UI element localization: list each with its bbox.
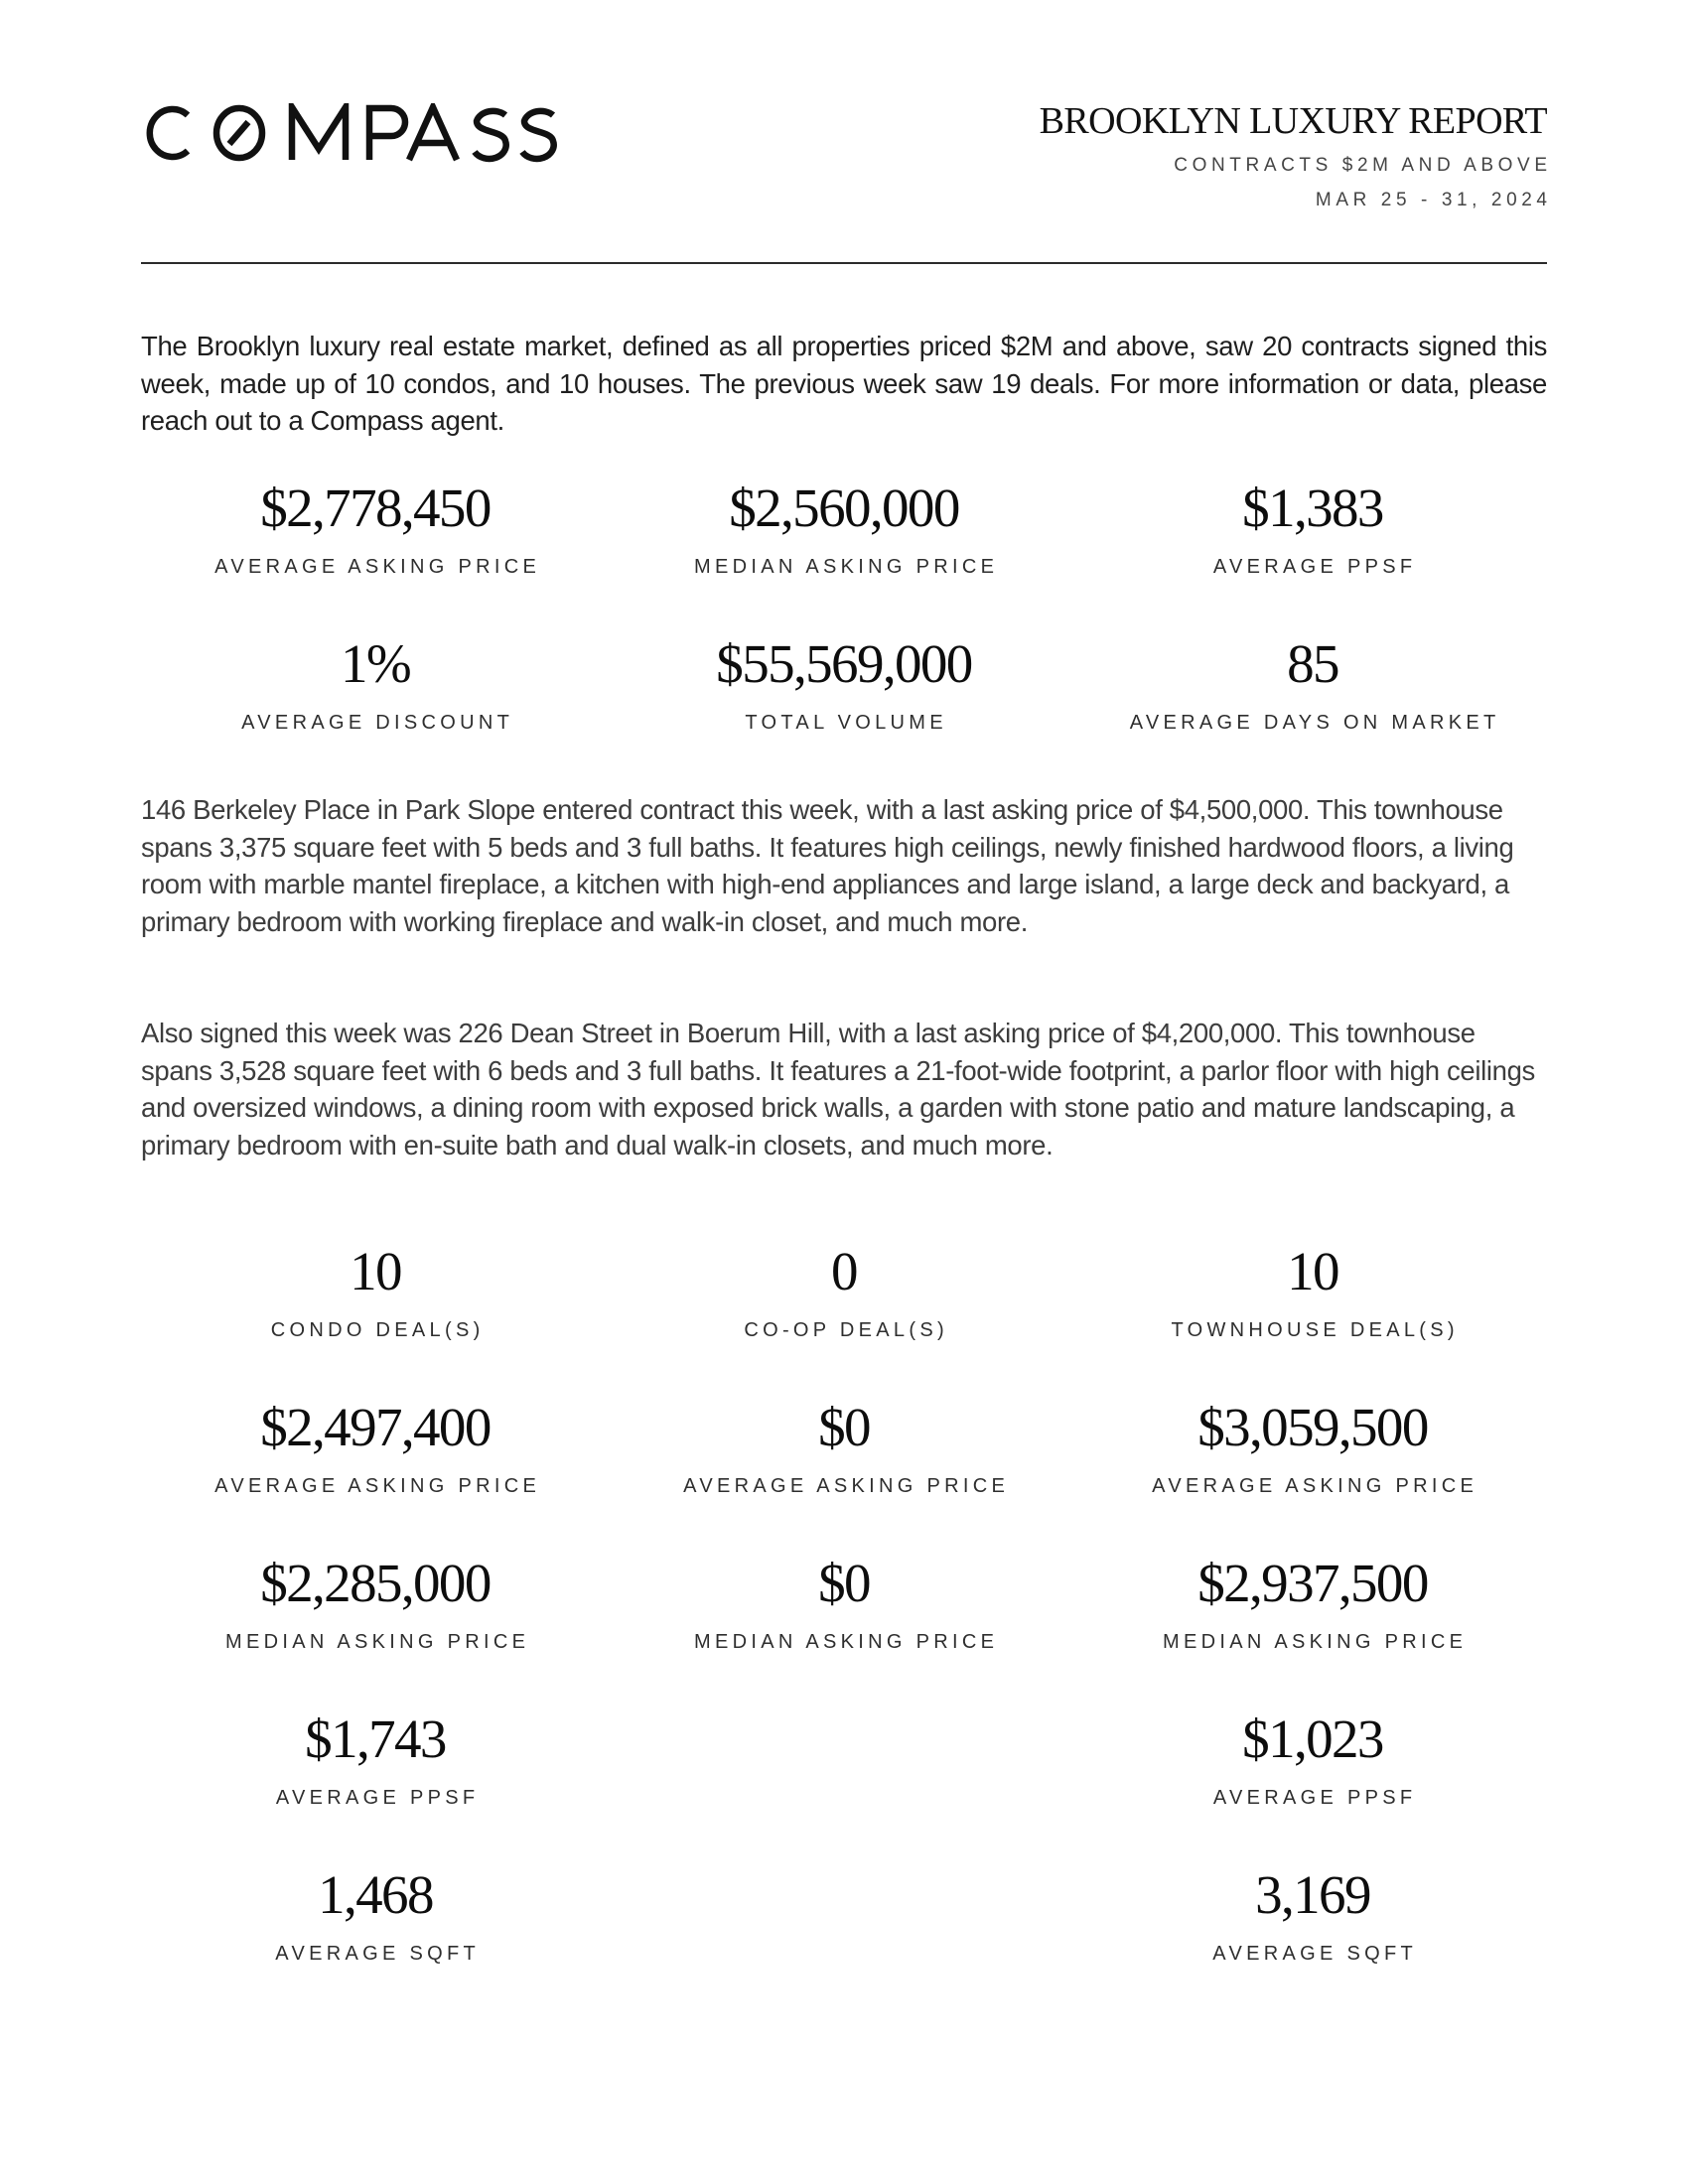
stat-value: $0 [818,1553,870,1613]
stat-label: MEDIAN ASKING PRICE [225,1631,530,1653]
stat-label: AVERAGE ASKING PRICE [683,1475,1010,1497]
stat-label: AVERAGE ASKING PRICE [214,1475,541,1497]
stat-label: AVERAGE ASKING PRICE [214,556,541,578]
stat-value: 10 [1287,1241,1338,1301]
stat-townhouse-average-asking-price [1078,1396,1547,1552]
stat-value: $2,560,000 [729,478,959,538]
report-page [141,0,1552,2184]
stat-townhouse-deals [1078,1240,1547,1396]
stat-value: $1,743 [305,1708,446,1769]
stat-label: CO-OP DEAL(S) [744,1319,948,1341]
stat-townhouse-average-ppsf [1078,1707,1547,1863]
stat-condo-average-asking-price [141,1396,610,1552]
stat-total-volume [610,632,1078,788]
stat-label: AVERAGE PPSF [1212,556,1417,578]
stat-coop-deals [610,1240,1078,1396]
stat-value: 0 [831,1241,857,1301]
stat-coop-average-asking-price [610,1396,1078,1552]
stat-value: 1% [340,633,411,694]
stat-label: AVERAGE DAYS ON MARKET [1129,712,1500,734]
featured-listing-paragraph: Also signed this week was 226 Dean Street in Boerum Hill, with a last asking price of $4,200,000. This townhouse spans 3,528 square feet with 6 beds and 3 full baths. It features a 21-foot-wide footprint, a parlor floor with high ceilings and oversized windows, a dining room with exposed brick walls, a garden with stone patio and mature landscaping, a primary bedroom with en-suite bath and dual walk-in closets, and much more. [141,1018,1535,1160]
stat-townhouse-average-sqft [1078,1863,1547,2019]
stat-value: $2,285,000 [260,1553,491,1613]
header-divider [141,262,1547,264]
report-subtitle: CONTRACTS $2M AND ABOVE [1174,155,1552,176]
stat-value: $2,778,450 [260,478,491,538]
stat-label: CONDO DEAL(S) [270,1319,485,1341]
stat-label: TOTAL VOLUME [745,712,947,734]
intro-paragraph: The Brooklyn luxury real estate market, defined as all properties priced $2M and above, saw 20 contracts signed this week, made up of 10 condos, and 10 houses. The previous week saw 19 deals. For more information or data, please reach out to a Compass agent. [141,331,1547,436]
stat-median-asking-price [610,477,1078,632]
stat-value: 10 [350,1241,401,1301]
stat-label: TOWNHOUSE DEAL(S) [1171,1319,1459,1341]
stat-label: AVERAGE PPSF [1212,1787,1417,1809]
stat-label: AVERAGE ASKING PRICE [1152,1475,1478,1497]
stat-value: $2,497,400 [260,1397,491,1457]
compass-logo [144,98,569,168]
stat-value: $1,023 [1242,1708,1383,1769]
stat-condo-average-sqft [141,1863,610,2019]
stat-average-discount [141,632,610,788]
report-title: BROOKLYN LUXURY REPORT [1039,100,1547,142]
property-type-breakdown [141,1240,1547,2019]
stat-average-asking-price [141,477,610,632]
stat-label: AVERAGE PPSF [275,1787,480,1809]
stat-condo-median-asking-price [141,1552,610,1707]
stat-value: 85 [1287,633,1338,694]
featured-listing-paragraph: 146 Berkeley Place in Park Slope entered contract this week, with a last asking price of $4,500,000. This townhouse spans 3,375 square feet with 5 beds and 3 full baths. It features high ceilings, newly finished hardwood floors, a living room with marble mantel fireplace, a kitchen with high-end appliances and large island, a large deck and backyard, a primary bedroom with working fireplace and walk-in closet, and much more. [141,794,1514,937]
stat-value: 1,468 [318,1864,433,1925]
stat-value: $3,059,500 [1197,1397,1428,1457]
stat-condo-average-ppsf [141,1707,610,1863]
stat-label: MEDIAN ASKING PRICE [1163,1631,1468,1653]
stat-value: $2,937,500 [1197,1553,1428,1613]
stat-label: AVERAGE SQFT [275,1943,480,1965]
stat-value: $55,569,000 [716,633,972,694]
summary-stats [141,477,1547,788]
stat-townhouse-median-asking-price [1078,1552,1547,1707]
stat-value: $1,383 [1242,478,1383,538]
stat-average-ppsf [1078,477,1547,632]
report-date-range: MAR 25 - 31, 2024 [1315,190,1552,210]
stat-label: AVERAGE SQFT [1212,1943,1417,1965]
stat-average-days-on-market [1078,632,1547,788]
stat-label: MEDIAN ASKING PRICE [694,556,999,578]
stat-value: 3,169 [1255,1864,1370,1925]
report-header [1039,99,1552,213]
stat-label: AVERAGE DISCOUNT [241,712,514,734]
stat-coop-median-asking-price [610,1552,1078,1707]
compass-logo-icon [144,103,569,163]
stat-label: MEDIAN ASKING PRICE [694,1631,999,1653]
stat-value: $0 [818,1397,870,1457]
stat-condo-deals [141,1240,610,1396]
